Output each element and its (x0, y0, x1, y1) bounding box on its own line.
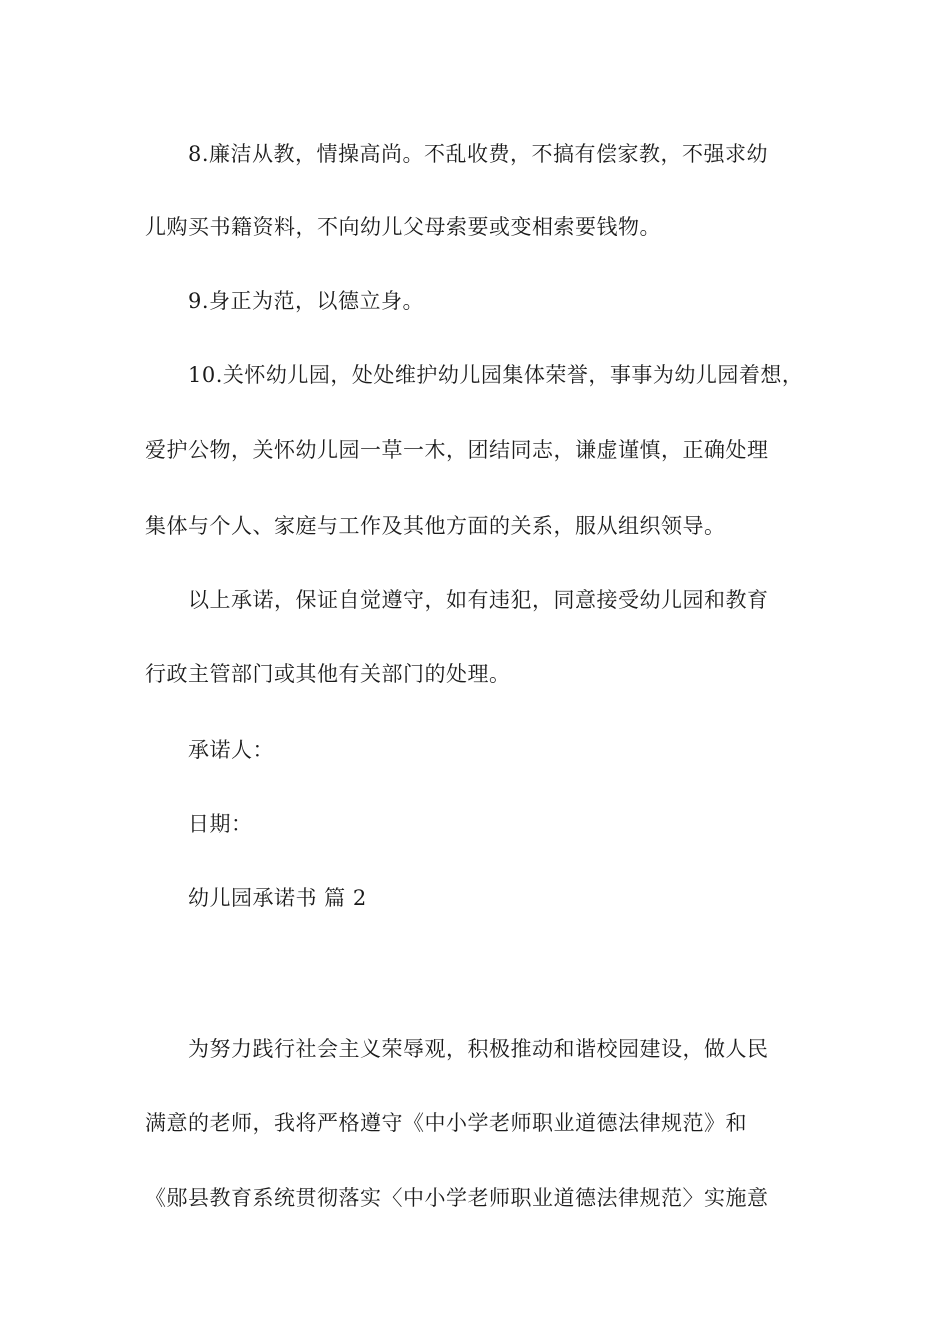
paragraph-line: 以上承诺，保证自觉遵守，如有违犯，同意接受幼儿园和教育 (188, 588, 769, 612)
signatory-label: 承诺人： (188, 738, 274, 762)
paragraph-line: 爱护公物，关怀幼儿园一草一木，团结同志，谦虚谨慎，正确处理 (145, 438, 769, 462)
paragraph-line: 9.身正为范，以德立身。 (188, 289, 425, 313)
paragraph-line: 满意的老师，我将严格遵守《中小学老师职业道德法律规范》和 (145, 1111, 747, 1135)
paragraph-line: 《郧县教育系统贯彻落实〈中小学老师职业道德法律规范〉实施意 (145, 1186, 769, 1210)
paragraph-line: 行政主管部门或其他有关部门的处理。 (145, 662, 511, 686)
date-label: 日期： (188, 812, 253, 836)
paragraph-line: 8.廉洁从教，情操高尚。不乱收费，不搞有偿家教，不强求幼 (188, 142, 769, 166)
paragraph-line: 为努力践行社会主义荣辱观，积极推动和谐校园建设，做人民 (188, 1037, 769, 1061)
section-heading: 幼儿园承诺书 篇 2 (188, 886, 367, 910)
paragraph-line: 集体与个人、家庭与工作及其他方面的关系，服从组织领导。 (145, 514, 726, 538)
paragraph-line: 儿购买书籍资料，不向幼儿父母索要或变相索要钱物。 (145, 215, 661, 239)
paragraph-line: 10.关怀幼儿园，处处维护幼儿园集体荣誉，事事为幼儿园着想， (188, 363, 804, 387)
